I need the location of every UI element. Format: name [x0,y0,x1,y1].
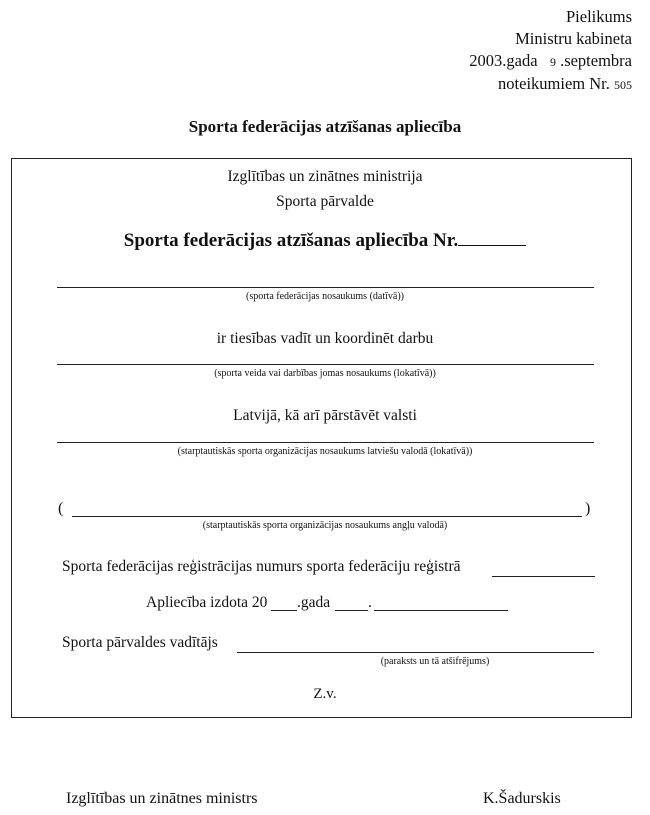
paren-close: ) [585,500,591,517]
caption-intl-org-lv: (starptautiskās sporta organizācijas nosaukums latviešu valodā (lokatīvā)) [177,446,473,457]
registration-number-line [492,576,595,577]
annex-regulation-label: noteikumiem Nr. [498,74,610,93]
annex-date [469,50,632,73]
head-label: Sporta pārvaldes vadītājs [62,634,218,651]
annex-regulation-number: 505 [614,78,632,92]
issued-year-line [271,610,297,611]
issued-gada: .gada [297,594,331,611]
certificate-heading [0,230,650,252]
text-latvia: Latvijā, kā arī pārstāvēt valsti [233,407,417,424]
annex-date-day: 9 [549,55,556,69]
issued-dot: . [368,594,372,611]
department-name: Sporta pārvalde [276,193,374,210]
minister-title: Izglītības un zinātnes ministrs [66,790,258,807]
caption-signature: (paraksts un tā atšifrējums) [380,656,490,667]
intl-org-en-line [72,516,582,517]
ministry-name: Izglītības un zinātnes ministrija [227,168,423,185]
caption-federation-name: (sporta federācijas nosaukums (datīvā)) [246,291,404,302]
registration-label: Sporta federācijas reģistrācijas numurs sporta federāciju reģistrā [62,558,461,575]
sport-type-line [57,364,594,365]
caption-intl-org-en: (starptautiskās sporta organizācijas nosaukums angļu valodā) [202,520,448,531]
annex-date-year: 2003.gada [469,51,538,70]
seal-place: Z.v. [313,686,337,702]
issued-day-line [335,610,368,611]
annex-line2: Ministru kabineta [515,29,632,48]
certificate-heading-text: Sporta federācijas atzīšanas apliecība Nr. [123,230,459,251]
text-right-to-coordinate: ir tiesības vadīt un koordinēt darbu [216,330,434,347]
caption-sport-type: (sporta veida vai darbības jomas nosaukums (lokatīvā)) [214,368,436,379]
document-title: Sporta federācijas atzīšanas apliecība [188,117,462,136]
issued-month-line [374,610,508,611]
paren-open: ( [58,500,64,517]
annex-regulation [469,73,632,96]
issued-prefix: Apliecība izdota 20 [146,594,268,611]
signature-line [237,652,594,653]
intl-org-lv-line [57,442,594,443]
federation-name-line [57,287,594,288]
certificate-number-blank [458,231,526,246]
annex-line1: Pielikums [565,7,632,26]
annex-date-month: .septembra [560,51,632,70]
annex-header [469,6,632,96]
minister-name: K.Šadurskis [483,790,561,807]
